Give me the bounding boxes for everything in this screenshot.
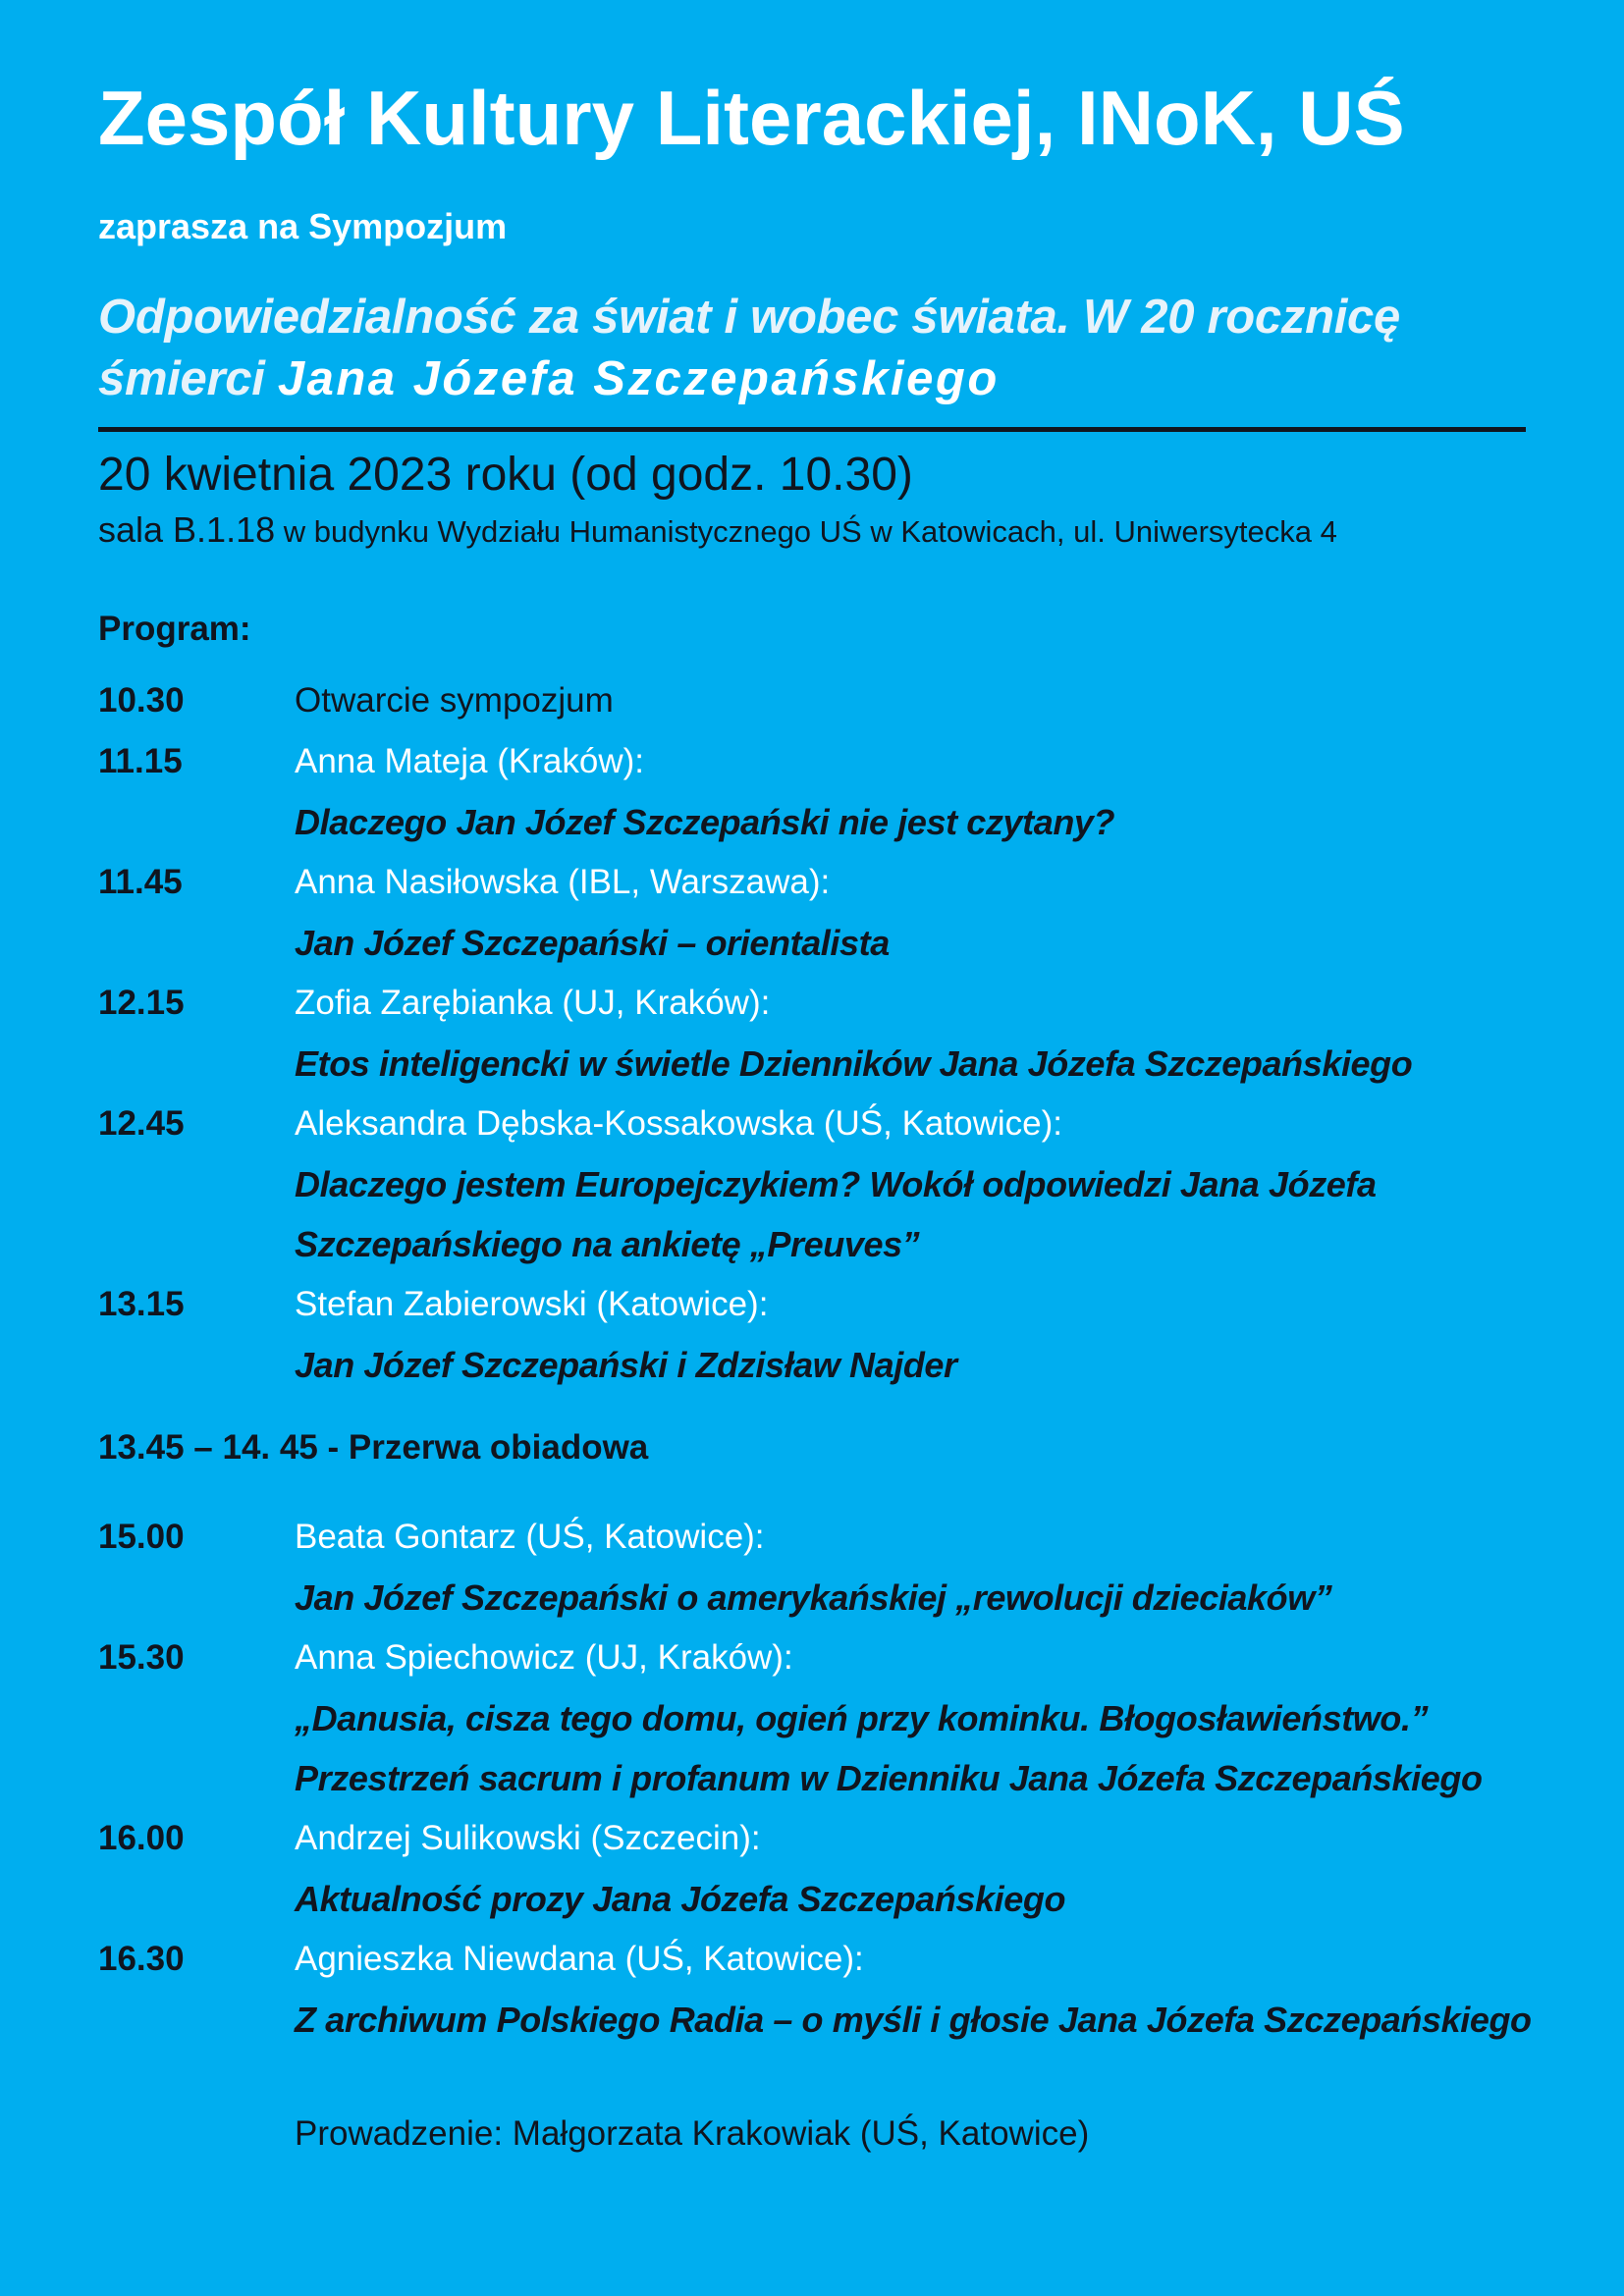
- program-time: 12.15: [98, 983, 185, 1022]
- speaker-name: Anna Mateja (Kraków):: [295, 741, 644, 780]
- program-content: [295, 1094, 1526, 1274]
- talk-title-line: Jan Józef Szczepański o amerykańskiej „rewolucji dzieciaków”: [295, 1576, 1332, 1618]
- speaker-name: Andrzej Sulikowski (Szczecin):: [295, 1818, 761, 1857]
- program-item: [98, 1094, 1526, 1274]
- program-content: [295, 1507, 1526, 1628]
- symposium-title-main: Odpowiedzialność za świat i wobec świata. W 20 rocznicę śmierci: [98, 290, 1400, 406]
- program-time: 10.30: [98, 680, 185, 720]
- symposium-title: [98, 287, 1526, 411]
- moderator-line: Prowadzenie: Małgorzata Krakowiak (UŚ, Katowice): [295, 2113, 1090, 2153]
- program-content: [295, 1929, 1532, 2050]
- program-label: Program:: [98, 609, 251, 648]
- program-time: 16.00: [98, 1818, 185, 1857]
- program-content: [295, 1628, 1526, 1808]
- talk-title: [295, 1990, 1532, 2050]
- program-text: Otwarcie sympozjum: [295, 680, 614, 720]
- speaker-name: Agnieszka Niewdana (UŚ, Katowice):: [295, 1939, 864, 1978]
- speaker-name: Anna Nasiłowska (IBL, Warszawa):: [295, 862, 831, 901]
- invitation-line: zaprasza na Sympozjum: [98, 205, 508, 246]
- program-item: [98, 670, 1526, 731]
- program-item: [98, 973, 1526, 1094]
- program-content: [295, 670, 1526, 731]
- organizer-title: Zespół Kultury Literackiej, INoK, UŚ: [98, 75, 1405, 161]
- program-item: [98, 731, 1526, 852]
- program-time: 12.45: [98, 1103, 185, 1143]
- program-item: [98, 1929, 1532, 2050]
- speaker-name: Anna Spiechowicz (UJ, Kraków):: [295, 1637, 793, 1677]
- divider-rule: [98, 427, 1526, 432]
- talk-title-line: Aktualność prozy Jana Józefa Szczepańskiego: [295, 1878, 1066, 1919]
- program-time: 13.15: [98, 1284, 185, 1323]
- speaker-name: Zofia Zarębianka (UJ, Kraków):: [295, 983, 771, 1022]
- program-item: [98, 852, 1526, 973]
- program-content: [295, 1808, 1526, 1929]
- morning-sessions: [98, 670, 1526, 1395]
- speaker-name: Aleksandra Dębska-Kossakowska (UŚ, Katowice):: [295, 1103, 1062, 1143]
- program-content: [295, 973, 1526, 1094]
- venue-room: sala B.1.18: [98, 508, 276, 550]
- talk-title-line: Szczepańskiego na ankietę „Preuves”: [295, 1223, 920, 1264]
- talk-title: [295, 792, 1526, 852]
- program-time: 11.45: [98, 862, 183, 901]
- program-time: 11.15: [98, 741, 183, 780]
- talk-title-line: Jan Józef Szczepański – orientalista: [295, 922, 890, 963]
- lunch-break: 13.45 – 14. 45 - Przerwa obiadowa: [98, 1427, 649, 1467]
- talk-title: [295, 1034, 1526, 1094]
- program-item: [98, 1628, 1526, 1808]
- afternoon-sessions: [98, 1507, 1532, 2050]
- talk-title: [295, 1869, 1526, 1929]
- talk-title-line: Dlaczego jestem Europejczykiem? Wokół odpowiedzi Jana Józefa: [295, 1163, 1377, 1204]
- talk-title-line: Jan Józef Szczepański i Zdzisław Najder: [295, 1344, 957, 1385]
- talk-title-line: Etos inteligencki w świetle Dzienników Jana Józefa Szczepańskiego: [295, 1042, 1413, 1084]
- talk-title: [295, 1688, 1526, 1808]
- talk-title: [295, 1335, 1526, 1395]
- program-content: [295, 731, 1526, 852]
- talk-title-line: Dlaczego Jan Józef Szczepański nie jest czytany?: [295, 801, 1115, 842]
- program-item: [98, 1507, 1526, 1628]
- talk-title: [295, 1568, 1526, 1628]
- program-item: [98, 1274, 1526, 1395]
- program-item: [98, 1808, 1526, 1929]
- event-venue: [98, 509, 1526, 551]
- speaker-name: Stefan Zabierowski (Katowice):: [295, 1284, 769, 1323]
- talk-title: [295, 1154, 1526, 1274]
- program-time: 16.30: [98, 1939, 185, 1978]
- speaker-name: Beata Gontarz (UŚ, Katowice):: [295, 1517, 765, 1556]
- program-content: [295, 1274, 1526, 1395]
- program-time: 15.30: [98, 1637, 185, 1677]
- talk-title-line: Z archiwum Polskiego Radia – o myśli i głosie Jana Józefa Szczepańskiego: [295, 1999, 1532, 2040]
- program-time: 15.00: [98, 1517, 185, 1556]
- venue-location: w budynku Wydziału Humanistycznego UŚ w Katowicach, ul. Uniwersytecka 4: [275, 513, 1337, 549]
- symposium-title-name: Jana Józefa Szczepańskiego: [277, 352, 1000, 406]
- talk-title-line: „Danusia, cisza tego domu, ogień przy kominku. Błogosławieństwo.”: [295, 1697, 1429, 1738]
- program-content: [295, 852, 1526, 973]
- talk-title: [295, 913, 1526, 973]
- talk-title-line: Przestrzeń sacrum i profanum w Dzienniku Jana Józefa Szczepańskiego: [295, 1757, 1483, 1798]
- event-date: 20 kwietnia 2023 roku (od godz. 10.30): [98, 449, 913, 502]
